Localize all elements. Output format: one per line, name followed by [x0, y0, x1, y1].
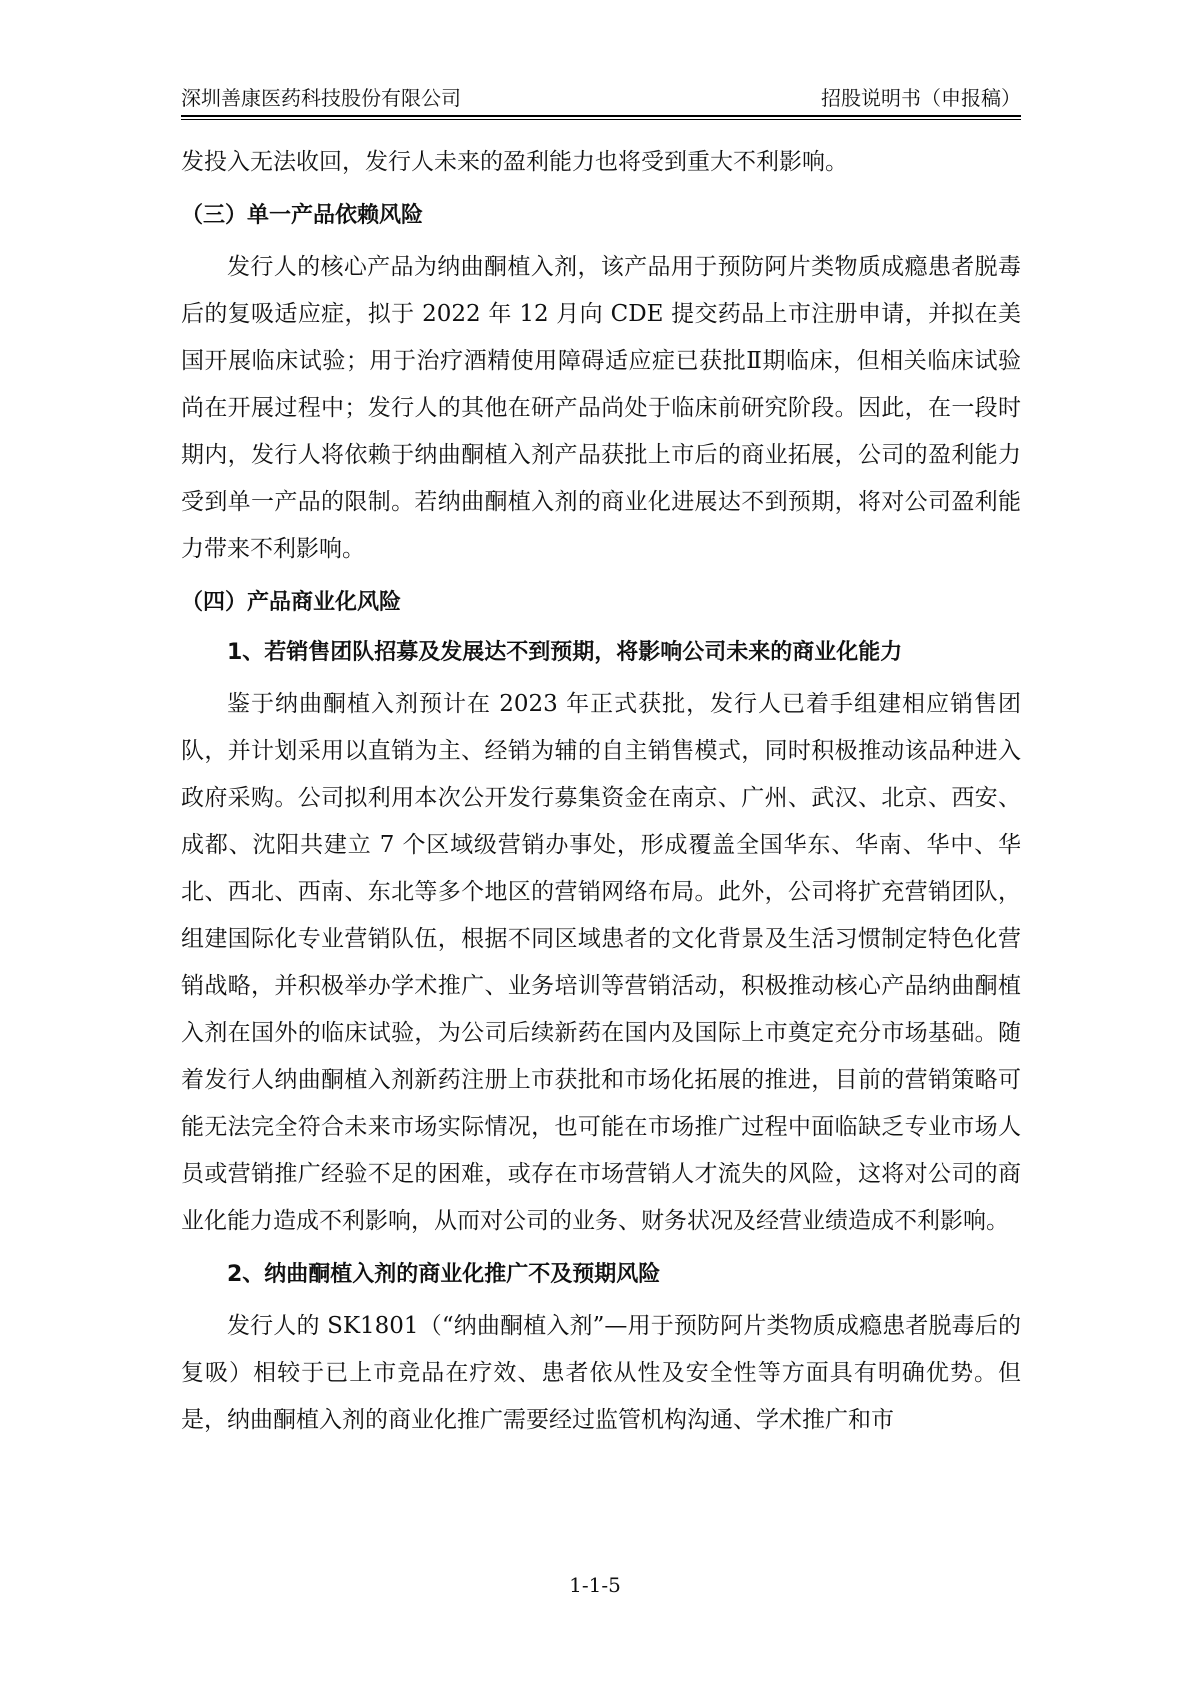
section-heading-commercialization-risk: （四）产品商业化风险	[181, 590, 402, 615]
document-body	[181, 139, 1021, 1444]
paragraph-promotion-risk: 发行人的 SK1801（“纳曲酮植入剂”—用于预防阿片类物质成瘾患者脱毒后的复吸）相较于已上市竞品在疗效、患者依从性及安全性等方面具有明确优势。但是，纳曲酮植入剂的商业化推广需要经过监管机构沟通、学术推广和市	[181, 1313, 1021, 1433]
header-document-title: 招股说明书（申报稿）	[821, 86, 1021, 110]
subsection-heading-promotion-risk: 2、纳曲酮植入剂的商业化推广不及预期风险	[227, 1262, 661, 1287]
paragraph-continuation: 发投入无法收回，发行人未来的盈利能力也将受到重大不利影响。	[181, 149, 848, 175]
subsection-heading-sales-team: 1、若销售团队招募及发展达不到预期，将影响公司未来的商业化能力	[227, 640, 903, 665]
page-number: 1-1-5	[569, 1573, 621, 1597]
header-company-name: 深圳善康医药科技股份有限公司	[181, 86, 461, 110]
paragraph-single-product-risk: 发行人的核心产品为纳曲酮植入剂，该产品用于预防阿片类物质成瘾患者脱毒后的复吸适应症，拟于 2022 年 12 月向 CDE 提交药品上市注册申请，并拟在美国开展临床试验；用于治疗酒精使用障碍适应症已获批Ⅱ期临床，但相关临床试验尚在开展过程中；发行人的其他在研产品尚处于临床前研究阶段。因此，在一段时期内，发行人将依赖于纳曲酮植入剂产品获批上市后的商业拓展，公司的盈利能力受到单一产品的限制。若纳曲酮植入剂的商业化进展达不到预期，将对公司盈利能力带来不利影响。	[181, 254, 1021, 562]
section-heading-single-product-risk: （三）单一产品依赖风险	[181, 203, 424, 228]
paragraph-sales-team: 鉴于纳曲酮植入剂预计在 2023 年正式获批，发行人已着手组建相应销售团队，并计划采用以直销为主、经销为辅的自主销售模式，同时积极推动该品种进入政府采购。公司拟利用本次公开发行募集资金在南京、广州、武汉、北京、西安、成都、沈阳共建立 7 个区域级营销办事处，形成覆盖全国华东、华南、华中、华北、西北、西南、东北等多个地区的营销网络布局。此外，公司将扩充营销团队，组建国际化专业营销队伍，根据不同区域患者的文化背景及生活习惯制定特色化营销战略，并积极举办学术推广、业务培训等营销活动，积极推动核心产品纳曲酮植入剂在国外的临床试验，为公司后续新药在国内及国际上市奠定充分市场基础。随着发行人纳曲酮植入剂新药注册上市获批和市场化拓展的推进，目前的营销策略可能无法完全符合未来市场实际情况，也可能在市场推广过程中面临缺乏专业市场人员或营销推广经验不足的困难，或存在市场营销人才流失的风险，这将对公司的商业化能力造成不利影响，从而对公司的业务、财务状况及经营业绩造成不利影响。	[181, 691, 1021, 1234]
page-header	[181, 84, 1021, 116]
header-divider	[181, 115, 1021, 120]
